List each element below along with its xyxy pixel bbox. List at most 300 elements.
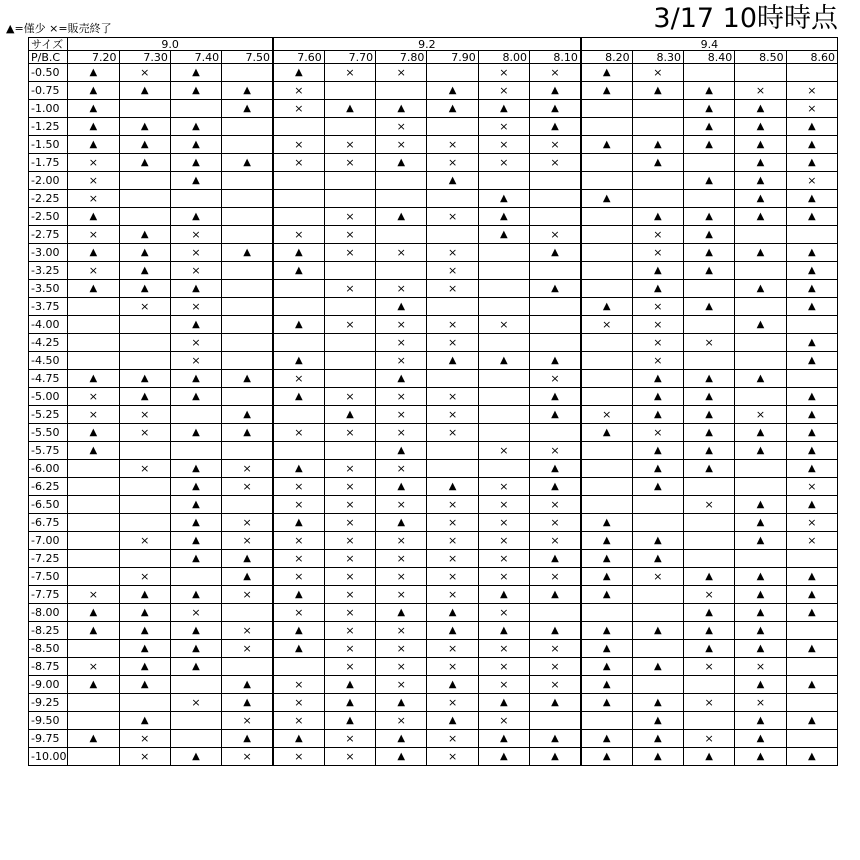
stock-cell (478, 118, 529, 136)
stock-cell (427, 550, 478, 568)
stock-cell (324, 208, 375, 226)
stock-cell (786, 244, 837, 262)
stock-cell (581, 154, 632, 172)
stock-cell (324, 442, 375, 460)
stock-cell (119, 262, 170, 280)
stock-cell (683, 262, 734, 280)
low-stock-icon: ▲ (551, 463, 559, 474)
low-stock-icon: ▲ (807, 715, 816, 726)
table-row (29, 370, 838, 388)
stock-cell (786, 100, 837, 118)
stock-cell (735, 676, 786, 694)
sold-out-icon: × (294, 695, 304, 709)
header-bc: 7.90 (427, 51, 478, 64)
low-stock-icon: ▲ (705, 643, 713, 654)
stock-cell (376, 550, 427, 568)
power-label: -9.25 (29, 694, 68, 712)
low-stock-icon: ▲ (140, 373, 149, 384)
low-stock-icon: ▲ (602, 85, 611, 96)
stock-cell (273, 550, 324, 568)
stock-cell (735, 118, 786, 136)
stock-cell (170, 532, 221, 550)
stock-cell (273, 244, 324, 262)
table-row (29, 478, 838, 496)
stock-cell (273, 172, 324, 190)
stock-cell (530, 226, 581, 244)
stock-cell (427, 298, 478, 316)
sold-out-icon: × (294, 101, 304, 115)
power-label: -6.00 (29, 460, 68, 478)
low-stock-icon: ▲ (89, 85, 98, 96)
power-label: -6.50 (29, 496, 68, 514)
low-stock-icon: ▲ (756, 625, 765, 636)
table-row (29, 460, 838, 478)
stock-cell (324, 514, 375, 532)
low-stock-icon: ▲ (192, 157, 200, 168)
sold-out-icon: × (294, 533, 304, 547)
stock-cell (170, 622, 221, 640)
stock-cell (324, 190, 375, 208)
stock-cell (478, 568, 529, 586)
stock-cell (119, 712, 170, 730)
stock-cell (478, 190, 529, 208)
stock-cell (376, 208, 427, 226)
stock-cell (530, 190, 581, 208)
stock-cell (683, 748, 734, 766)
low-stock-icon: ▲ (807, 409, 816, 420)
sold-out-icon: × (447, 497, 458, 511)
low-stock-icon: ▲ (602, 517, 611, 528)
stock-cell (222, 496, 273, 514)
stock-cell (170, 478, 221, 496)
stock-cell (632, 604, 683, 622)
stock-cell (273, 370, 324, 388)
stock-cell (735, 388, 786, 406)
low-stock-icon: ▲ (192, 67, 200, 78)
low-stock-icon: ▲ (705, 625, 713, 636)
low-stock-icon: ▲ (448, 175, 457, 186)
low-stock-icon: ▲ (500, 193, 508, 204)
low-stock-icon: ▲ (89, 283, 98, 294)
stock-cell (735, 730, 786, 748)
stock-cell (632, 460, 683, 478)
low-stock-icon: ▲ (192, 535, 200, 546)
stock-cell (376, 640, 427, 658)
stock-cell (478, 154, 529, 172)
low-stock-icon: ▲ (807, 121, 816, 132)
stock-cell (273, 478, 324, 496)
low-stock-icon: ▲ (89, 103, 98, 114)
sold-out-icon: × (191, 695, 201, 709)
stock-cell (735, 712, 786, 730)
low-stock-icon: ▲ (653, 85, 662, 96)
table-row (29, 550, 838, 568)
sold-out-icon: × (191, 605, 201, 619)
sold-out-icon: × (499, 605, 509, 619)
stock-cell (222, 694, 273, 712)
stock-cell (530, 442, 581, 460)
stock-cell (68, 244, 119, 262)
stock-cell (273, 640, 324, 658)
stock-cell (324, 352, 375, 370)
stock-cell (735, 244, 786, 262)
stock-cell (273, 604, 324, 622)
stock-cell (170, 586, 221, 604)
low-stock-icon: ▲ (192, 121, 200, 132)
stock-cell (324, 496, 375, 514)
stock-cell (478, 352, 529, 370)
stock-cell (786, 604, 837, 622)
low-stock-icon: ▲ (602, 643, 611, 654)
stock-cell (427, 172, 478, 190)
low-stock-icon: ▲ (705, 427, 713, 438)
stock-cell (68, 676, 119, 694)
stock-cell (170, 298, 221, 316)
stock-cell (324, 622, 375, 640)
table-row (29, 532, 838, 550)
low-stock-icon: ▲ (192, 751, 200, 762)
stock-cell (786, 730, 837, 748)
stock-cell (786, 712, 837, 730)
stock-cell (376, 442, 427, 460)
header-bc: 8.40 (683, 51, 734, 64)
stock-cell (632, 442, 683, 460)
stock-cell (478, 748, 529, 766)
stock-cell (632, 694, 683, 712)
stock-cell (376, 622, 427, 640)
stock-cell (427, 532, 478, 550)
low-stock-icon: ▲ (807, 391, 816, 402)
stock-cell (68, 604, 119, 622)
stock-cell (324, 604, 375, 622)
stock-cell (427, 604, 478, 622)
stock-cell (478, 694, 529, 712)
stock-cell (376, 136, 427, 154)
low-stock-icon: ▲ (192, 211, 200, 222)
table-row (29, 280, 838, 298)
stock-cell (68, 136, 119, 154)
header-bc: 7.30 (119, 51, 170, 64)
low-stock-icon: ▲ (448, 85, 457, 96)
low-stock-icon: ▲ (500, 355, 508, 366)
header-bc: 8.00 (478, 51, 529, 64)
low-stock-icon: ▲ (602, 571, 611, 582)
stock-cell (530, 532, 581, 550)
stock-cell (324, 244, 375, 262)
stock-cell (478, 280, 529, 298)
stock-cell (119, 748, 170, 766)
stock-cell (581, 298, 632, 316)
stock-cell (170, 424, 221, 442)
stock-cell (478, 370, 529, 388)
stock-cell (170, 604, 221, 622)
stock-cell (478, 532, 529, 550)
stock-cell (683, 442, 734, 460)
sold-out-icon: × (499, 155, 509, 169)
stock-cell (632, 514, 683, 532)
stock-cell (478, 244, 529, 262)
low-stock-icon: ▲ (192, 391, 200, 402)
stock-cell (581, 496, 632, 514)
low-stock-icon: ▲ (551, 481, 559, 492)
stock-cell (119, 190, 170, 208)
low-stock-icon: ▲ (705, 121, 713, 132)
stock-cell (530, 694, 581, 712)
stock-cell (786, 226, 837, 244)
low-stock-icon: ▲ (140, 661, 149, 672)
low-stock-icon: ▲ (602, 751, 611, 762)
low-stock-icon: ▲ (807, 247, 816, 258)
stock-cell (683, 550, 734, 568)
low-stock-icon: ▲ (653, 535, 662, 546)
stock-cell (581, 208, 632, 226)
stock-cell (170, 730, 221, 748)
table-row (29, 658, 838, 676)
sold-out-icon: × (550, 137, 560, 151)
header-bc: 7.50 (222, 51, 273, 64)
table-row (29, 694, 838, 712)
low-stock-icon: ▲ (551, 751, 559, 762)
sold-out-icon: × (396, 659, 406, 673)
stock-cell (786, 514, 837, 532)
stock-cell (222, 190, 273, 208)
stock-cell (222, 208, 273, 226)
power-label: -0.50 (29, 64, 68, 82)
stock-cell (478, 658, 529, 676)
sold-out-icon: × (294, 227, 304, 241)
low-stock-icon: ▲ (500, 103, 508, 114)
stock-cell (273, 694, 324, 712)
low-stock-icon: ▲ (807, 751, 816, 762)
sold-out-icon: × (345, 587, 355, 601)
sold-out-icon: × (447, 137, 458, 151)
sold-out-icon: × (396, 569, 406, 583)
sold-out-icon: × (294, 551, 304, 565)
stock-cell (324, 64, 375, 82)
sold-out-icon: × (550, 569, 560, 583)
stock-cell (68, 640, 119, 658)
stock-cell (376, 604, 427, 622)
stock-cell (427, 568, 478, 586)
sold-out-icon: × (345, 533, 355, 547)
low-stock-icon: ▲ (243, 373, 251, 384)
sold-out-icon: × (653, 227, 663, 241)
stock-cell (581, 622, 632, 640)
low-stock-icon: ▲ (448, 355, 457, 366)
low-stock-icon: ▲ (602, 553, 611, 564)
sold-out-icon: × (396, 533, 406, 547)
sold-out-icon: × (550, 65, 560, 79)
stock-cell (735, 568, 786, 586)
stock-cell (376, 712, 427, 730)
low-stock-icon: ▲ (192, 481, 200, 492)
low-stock-icon: ▲ (551, 85, 559, 96)
stock-cell (222, 388, 273, 406)
stock-cell (170, 226, 221, 244)
stock-table (28, 37, 838, 766)
sold-out-icon: × (294, 425, 304, 439)
stock-cell (427, 154, 478, 172)
stock-cell (427, 316, 478, 334)
stock-cell (119, 370, 170, 388)
stock-cell (581, 478, 632, 496)
stock-cell (376, 118, 427, 136)
header-bc: 8.60 (786, 51, 837, 64)
sold-out-icon: × (242, 461, 252, 475)
stock-cell (376, 244, 427, 262)
stock-cell (530, 550, 581, 568)
low-stock-icon: ▲ (397, 751, 406, 762)
low-stock-icon: ▲ (705, 607, 713, 618)
low-stock-icon: ▲ (653, 265, 662, 276)
low-stock-icon: ▲ (551, 733, 559, 744)
sold-out-icon: × (242, 749, 252, 763)
sold-out-icon: × (499, 119, 509, 133)
stock-cell (632, 118, 683, 136)
power-label: -2.50 (29, 208, 68, 226)
sold-out-icon: × (550, 227, 560, 241)
stock-cell (119, 316, 170, 334)
stock-cell (581, 568, 632, 586)
stock-cell (683, 352, 734, 370)
stock-cell (119, 244, 170, 262)
stock-cell (68, 262, 119, 280)
stock-cell (632, 82, 683, 100)
power-label: -1.75 (29, 154, 68, 172)
sold-out-icon: × (499, 137, 509, 151)
stock-cell (324, 730, 375, 748)
stock-cell (68, 658, 119, 676)
stock-cell (273, 442, 324, 460)
stock-cell (632, 334, 683, 352)
sold-out-icon: × (88, 227, 98, 241)
sold-out-icon: × (345, 65, 355, 79)
table-row (29, 496, 838, 514)
stock-cell (427, 82, 478, 100)
stock-cell (581, 262, 632, 280)
power-label: -8.00 (29, 604, 68, 622)
sold-out-icon: × (242, 479, 252, 493)
stock-cell (273, 496, 324, 514)
stock-cell (273, 460, 324, 478)
sold-out-icon: × (345, 497, 355, 511)
low-stock-icon: ▲ (705, 103, 713, 114)
low-stock-icon: ▲ (140, 715, 149, 726)
stock-cell (427, 640, 478, 658)
sold-out-icon: × (704, 731, 714, 745)
stock-cell (632, 64, 683, 82)
stock-cell (170, 280, 221, 298)
low-stock-icon: ▲ (653, 157, 662, 168)
low-stock-icon: ▲ (243, 427, 251, 438)
stock-cell (427, 100, 478, 118)
table-row (29, 334, 838, 352)
stock-cell (581, 190, 632, 208)
stock-cell (530, 334, 581, 352)
low-stock-icon: ▲ (243, 553, 251, 564)
stock-cell (632, 172, 683, 190)
table-row (29, 568, 838, 586)
stock-cell (376, 226, 427, 244)
stock-cell (581, 550, 632, 568)
sold-out-icon: × (396, 461, 406, 475)
stock-cell (581, 460, 632, 478)
stock-cell (530, 586, 581, 604)
stock-cell (530, 388, 581, 406)
low-stock-icon: ▲ (653, 373, 662, 384)
low-stock-icon: ▲ (807, 571, 816, 582)
stock-cell (324, 658, 375, 676)
low-stock-icon: ▲ (602, 67, 611, 78)
low-stock-icon: ▲ (140, 121, 149, 132)
stock-cell (427, 622, 478, 640)
low-stock-icon: ▲ (705, 229, 713, 240)
stock-cell (581, 316, 632, 334)
stock-cell (581, 712, 632, 730)
stock-cell (530, 676, 581, 694)
legend: ▲=僅少 ×=販売終了 (6, 22, 112, 35)
stock-cell (273, 622, 324, 640)
sold-out-icon: × (396, 713, 406, 727)
stock-cell (324, 316, 375, 334)
sold-out-icon: × (396, 641, 406, 655)
low-stock-icon: ▲ (756, 103, 765, 114)
low-stock-icon: ▲ (807, 355, 816, 366)
table-row (29, 226, 838, 244)
low-stock-icon: ▲ (140, 139, 149, 150)
stock-cell (581, 370, 632, 388)
stock-cell (170, 370, 221, 388)
sold-out-icon: × (345, 623, 355, 637)
sold-out-icon: × (653, 569, 663, 583)
stock-cell (632, 226, 683, 244)
low-stock-icon: ▲ (89, 211, 98, 222)
stock-cell (735, 190, 786, 208)
stock-cell (170, 352, 221, 370)
power-label: -1.00 (29, 100, 68, 118)
stock-cell (581, 694, 632, 712)
sold-out-icon: × (704, 587, 714, 601)
stock-cell (683, 118, 734, 136)
stock-cell (478, 136, 529, 154)
stock-cell (683, 640, 734, 658)
low-stock-icon: ▲ (140, 607, 149, 618)
low-stock-icon: ▲ (653, 715, 662, 726)
sold-out-icon: × (294, 371, 304, 385)
low-stock-icon: ▲ (705, 301, 713, 312)
stock-cell (683, 694, 734, 712)
header-bc: 7.60 (273, 51, 324, 64)
sold-out-icon: × (396, 281, 406, 295)
low-stock-icon: ▲ (807, 265, 816, 276)
low-stock-icon: ▲ (602, 697, 611, 708)
stock-cell (427, 136, 478, 154)
sold-out-icon: × (653, 425, 663, 439)
stock-cell (119, 604, 170, 622)
low-stock-icon: ▲ (140, 283, 149, 294)
stock-cell (735, 136, 786, 154)
stock-cell (222, 82, 273, 100)
low-stock-icon: ▲ (602, 301, 611, 312)
stock-cell (68, 370, 119, 388)
stock-cell (632, 478, 683, 496)
low-stock-icon: ▲ (602, 535, 611, 546)
sold-out-icon: × (191, 335, 201, 349)
stock-cell (376, 262, 427, 280)
power-label: -5.00 (29, 388, 68, 406)
sold-out-icon: × (499, 551, 509, 565)
stock-cell (683, 604, 734, 622)
